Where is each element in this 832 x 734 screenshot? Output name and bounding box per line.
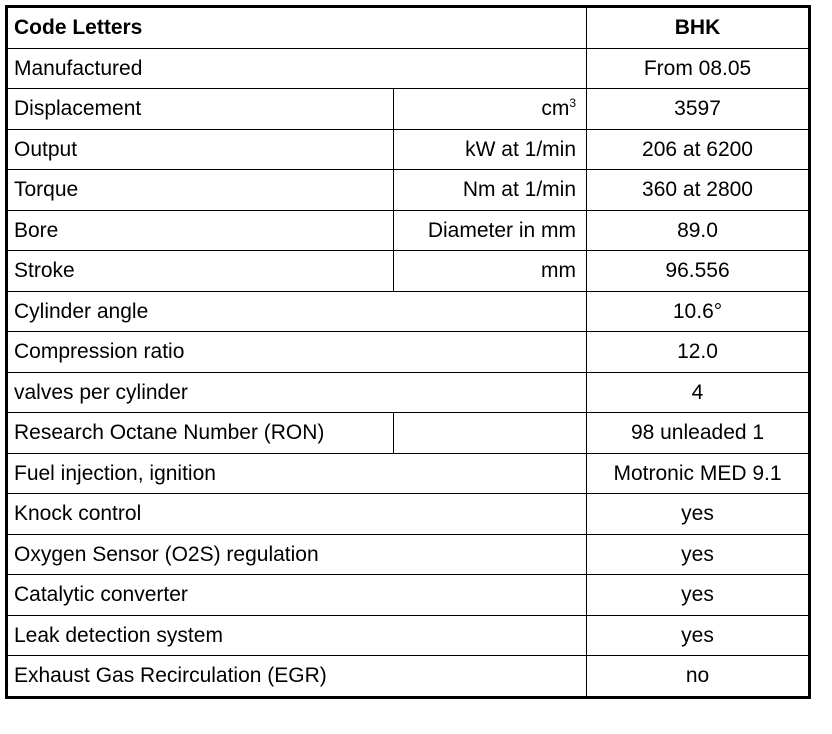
table-row [7, 129, 810, 170]
output-value: 206 at 6200 [587, 129, 810, 170]
bore-value: 89.0 [587, 210, 810, 251]
stroke-value: 96.556 [587, 251, 810, 292]
table-row [7, 291, 810, 332]
table-row [7, 48, 810, 89]
torque-value: 360 at 2800 [587, 170, 810, 211]
ron-unit-empty [394, 413, 587, 454]
valves-label: valves per cylinder [7, 372, 587, 413]
leak-detection-value: yes [587, 615, 810, 656]
knock-control-value: yes [587, 494, 810, 535]
egr-label: Exhaust Gas Recirculation (EGR) [7, 656, 587, 698]
code-letters-value: BHK [587, 7, 810, 49]
bore-unit: Diameter in mm [394, 210, 587, 251]
table-row [7, 413, 810, 454]
stroke-unit: mm [394, 251, 587, 292]
displacement-unit-exponent: 3 [569, 96, 577, 111]
valves-value: 4 [587, 372, 810, 413]
table-row [7, 372, 810, 413]
output-unit: kW at 1/min [394, 129, 587, 170]
displacement-unit-text: cm [541, 97, 570, 121]
manufactured-value: From 08.05 [587, 48, 810, 89]
code-letters-label: Code Letters [7, 7, 587, 49]
table-row [7, 575, 810, 616]
table-row [7, 453, 810, 494]
table-row [7, 170, 810, 211]
displacement-unit [394, 89, 587, 130]
ron-label: Research Octane Number (RON) [7, 413, 394, 454]
displacement-label: Displacement [7, 89, 394, 130]
table-header-row [7, 7, 810, 49]
bore-label: Bore [7, 210, 394, 251]
displacement-value: 3597 [587, 89, 810, 130]
table-row [7, 89, 810, 130]
catalytic-converter-value: yes [587, 575, 810, 616]
table-row [7, 534, 810, 575]
output-label: Output [7, 129, 394, 170]
egr-value: no [587, 656, 810, 698]
table-row [7, 656, 810, 698]
knock-control-label: Knock control [7, 494, 587, 535]
compression-ratio-value: 12.0 [587, 332, 810, 373]
table-row [7, 210, 810, 251]
compression-ratio-label: Compression ratio [7, 332, 587, 373]
stroke-label: Stroke [7, 251, 394, 292]
fuel-injection-value: Motronic MED 9.1 [587, 453, 810, 494]
torque-label: Torque [7, 170, 394, 211]
table-row [7, 494, 810, 535]
fuel-injection-label: Fuel injection, ignition [7, 453, 587, 494]
table-row [7, 615, 810, 656]
engine-spec-table [5, 5, 811, 699]
ron-value: 98 unleaded 1 [587, 413, 810, 454]
table-row [7, 251, 810, 292]
leak-detection-label: Leak detection system [7, 615, 587, 656]
cylinder-angle-value: 10.6° [587, 291, 810, 332]
manufactured-label: Manufactured [7, 48, 587, 89]
o2s-regulation-label: Oxygen Sensor (O2S) regulation [7, 534, 587, 575]
o2s-regulation-value: yes [587, 534, 810, 575]
cylinder-angle-label: Cylinder angle [7, 291, 587, 332]
torque-unit: Nm at 1/min [394, 170, 587, 211]
catalytic-converter-label: Catalytic converter [7, 575, 587, 616]
table-row [7, 332, 810, 373]
